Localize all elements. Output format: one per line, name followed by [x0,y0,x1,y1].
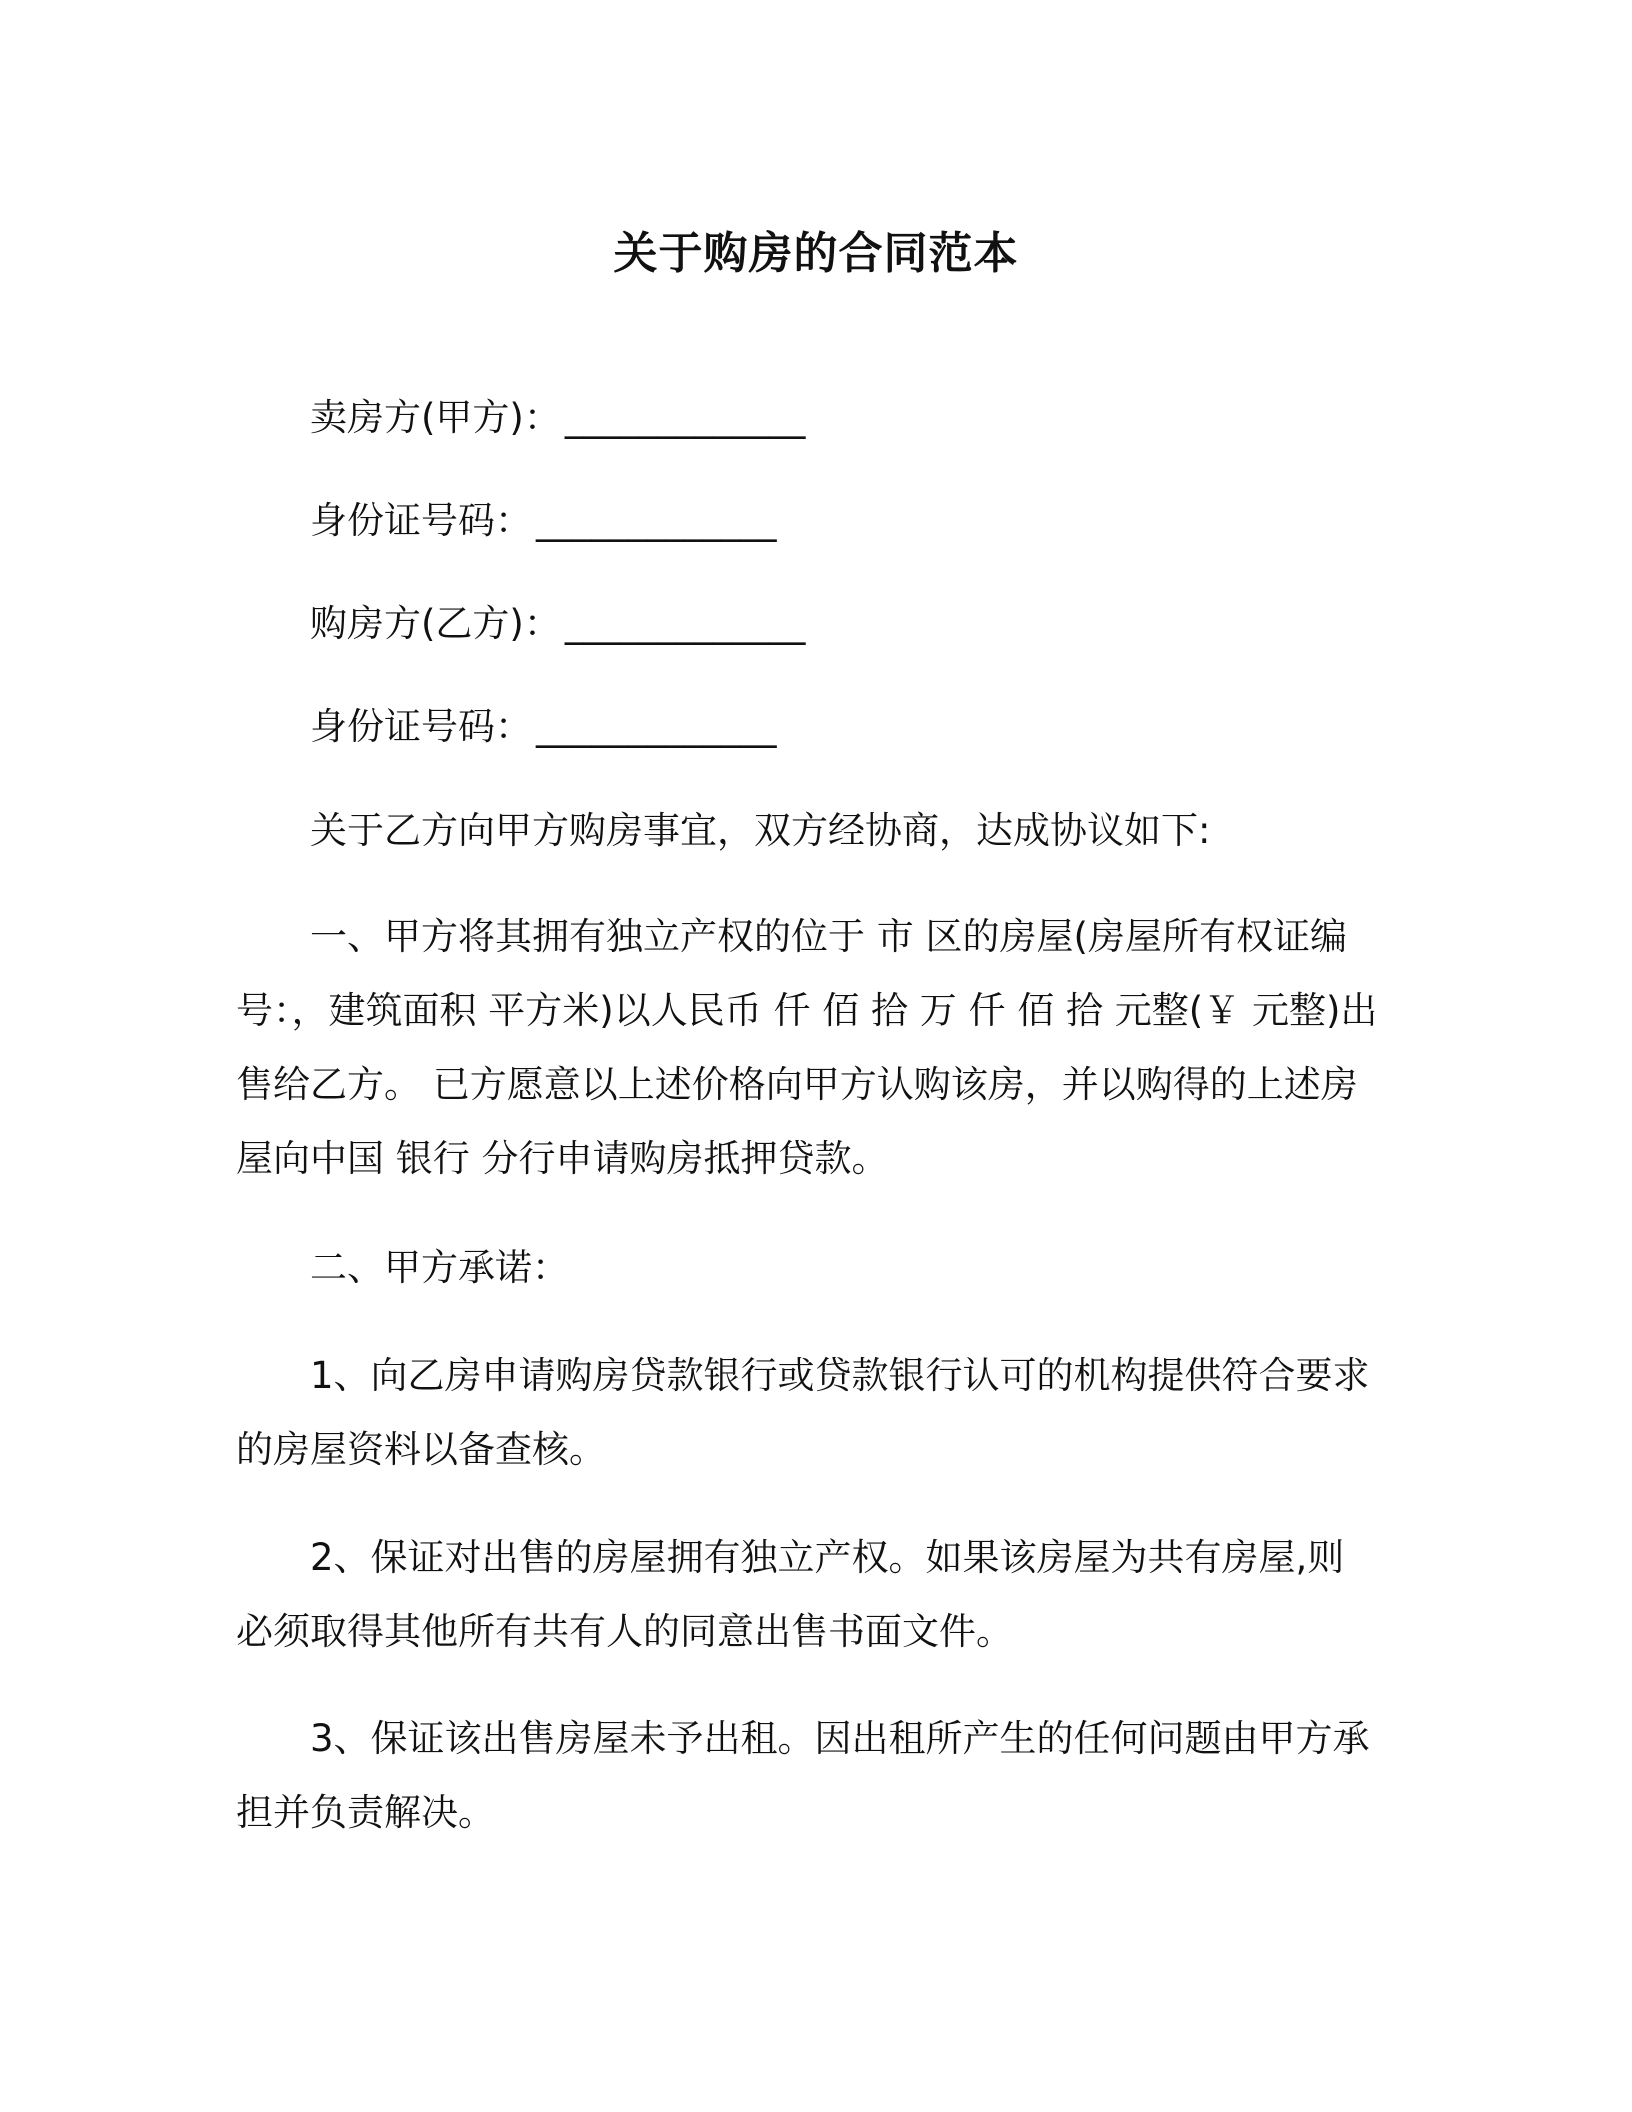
seller-blank: _____________ [564,396,806,439]
seller-line [310,392,1400,444]
promise-3-line-1: 3、保证该出售房屋未予出租。因出租所产生的任何问题由甲方承 [310,1717,1370,1760]
buyer-blank: _____________ [564,602,806,645]
buyer-id-label: 身份证号码： [310,705,532,748]
buyer-id-line [310,701,1400,753]
promise-1-line-2: 的房屋资料以备查核。 [236,1428,606,1471]
promise-2-line-1: 2、保证对出售的房屋拥有独立产权。如果该房屋为共有房屋,则 [310,1536,1345,1579]
clause-one-line-2: 号：，建筑面积 平方米)以人民币 仟 佰 拾 万 仟 佰 拾 元整(￥ 元整)出 [236,989,1378,1032]
agreement-intro: 关于乙方向甲方购房事宜，双方经协商，达成协议如下: [310,809,1211,852]
promise-1-line-1: 1、向乙房申请购房贷款银行或贷款银行认可的机构提供符合要求 [310,1354,1370,1397]
seller-label: 卖房方(甲方)： [310,396,561,439]
clause-one-line-4: 屋向中国 银行 分行申请购房抵押贷款。 [236,1137,889,1180]
promise-3-line-2: 担并负责解决。 [236,1791,495,1834]
buyer-line [310,598,1400,650]
clause-one-line-3: 售给乙方。 已方愿意以上述价格向甲方认购该房，并以购得的上述房 [236,1063,1358,1106]
buyer-id-blank: _____________ [536,705,777,748]
promise-2-line-2: 必须取得其他所有共有人的同意出售书面文件。 [236,1610,1013,1653]
document-title: 关于购房的合同范本 [613,228,1019,279]
buyer-label: 购房方(乙方)： [310,602,561,645]
seller-id-line [310,495,1400,547]
clause-two-heading: 二、甲方承诺： [310,1246,569,1289]
seller-id-label: 身份证号码： [310,499,532,542]
seller-id-blank: _____________ [536,499,777,542]
clause-one-line-1: 一、甲方将其拥有独立产权的位于 市 区的房屋(房屋所有权证编 [310,915,1347,958]
